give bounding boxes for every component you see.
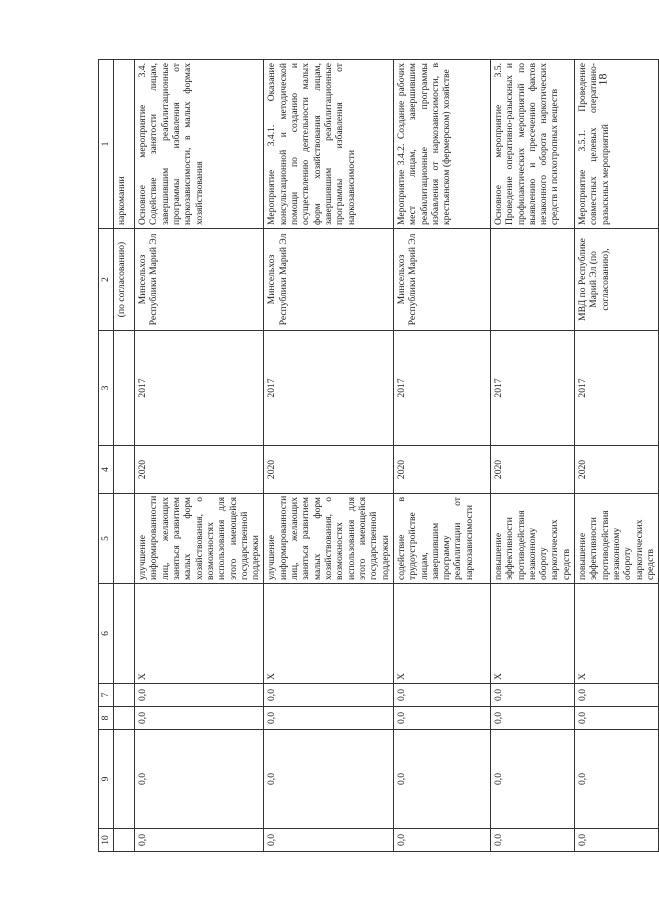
program-table <box>98 59 659 852</box>
cell-activity: Основное мероприятие 3.5. Проведение оперативно-разыскных и профилактических мероприятий по выявлению и пресечению фактов незаконного оборота наркотических средств и психотропных веществ <box>490 60 574 229</box>
cell-col8: 0,0 <box>135 707 264 730</box>
cell-executor <box>490 229 574 331</box>
cell-result: улучшение информированности лиц, желающих заняться развитием малых форм хозяйствования, о возможностях использования для этого имеющейся государственной поддержки <box>135 494 264 584</box>
cell-col8: 0,0 <box>264 707 393 730</box>
cell-col3 <box>114 331 135 446</box>
cell-col7: 0,0 <box>393 684 490 707</box>
cell-col8: 0,0 <box>393 707 490 730</box>
table-row <box>575 60 659 852</box>
cell-col10: 0,0 <box>135 829 264 852</box>
table-row <box>490 60 574 852</box>
cell-activity: Мероприятие 3.4.2. Создание рабочих мест лицам, завершившим реабилитационные программы избавления от наркозависимости, в крестьянском (фермерском) хозяйстве <box>393 60 490 229</box>
cell-col9: 0,0 <box>393 730 490 829</box>
cell-end-year: 2020 <box>135 446 264 494</box>
table-row <box>264 60 393 852</box>
cell-col6 <box>114 584 135 684</box>
cell-col10: 0,0 <box>393 829 490 852</box>
cell-col9: 0,0 <box>264 730 393 829</box>
cell-end-year: 2020 <box>393 446 490 494</box>
cell-end-year: 2020 <box>575 446 659 494</box>
cell-col10: 0,0 <box>575 829 659 852</box>
cell-col4 <box>114 446 135 494</box>
table-row <box>114 60 135 852</box>
col-4-header: 4 <box>99 446 114 494</box>
cell-activity: наркомании <box>114 60 135 229</box>
cell-col6: X <box>135 584 264 684</box>
cell-col6: X <box>393 584 490 684</box>
col-1-header: 1 <box>99 60 114 229</box>
cell-start-year: 2017 <box>135 331 264 446</box>
cell-result: повышение эффективности противодействия незаконному обороту наркотических средств <box>575 494 659 584</box>
cell-col7: 0,0 <box>135 684 264 707</box>
cell-col6: X <box>575 584 659 684</box>
col-9-header: 9 <box>99 730 114 829</box>
cell-col8 <box>114 707 135 730</box>
cell-col9: 0,0 <box>135 730 264 829</box>
cell-end-year: 2020 <box>264 446 393 494</box>
cell-activity: Мероприятие 3.5.1. Проведение совместных целевых оперативно-разыскных мероприятий <box>575 60 659 229</box>
cell-col8: 0,0 <box>490 707 574 730</box>
cell-col9 <box>114 730 135 829</box>
cell-col10 <box>114 829 135 852</box>
page-number: 18 <box>595 73 610 86</box>
cell-col9: 0,0 <box>575 730 659 829</box>
col-8-header: 8 <box>99 707 114 730</box>
cell-result: повышение эффективности противодействия незаконному обороту наркотических средств <box>490 494 574 584</box>
table-row <box>393 60 490 852</box>
cell-start-year: 2017 <box>575 331 659 446</box>
header-row <box>99 60 114 852</box>
cell-executor: (по согласованию) <box>114 229 135 331</box>
cell-result: улучшение информированности лиц, желающих заняться развитием малых форм хозяйствования, о возможностях использования для этого имеющейся государственной поддержки <box>264 494 393 584</box>
rotated-page <box>98 60 656 852</box>
cell-executor: Минсельхоз Республики Марий Эл <box>393 229 490 331</box>
table-row <box>135 60 264 852</box>
cell-executor: Минсельхоз Республики Марий Эл <box>135 229 264 331</box>
cell-col6: X <box>264 584 393 684</box>
cell-col9: 0,0 <box>490 730 574 829</box>
cell-executor: МВД по Республике Марий Эл (по согласованию), <box>575 229 659 331</box>
cell-col10: 0,0 <box>264 829 393 852</box>
cell-col10: 0,0 <box>490 829 574 852</box>
cell-start-year: 2017 <box>393 331 490 446</box>
cell-col7 <box>114 684 135 707</box>
col-10-header: 10 <box>99 829 114 852</box>
cell-end-year: 2020 <box>490 446 574 494</box>
col-5-header: 5 <box>99 494 114 584</box>
cell-col8: 0,0 <box>575 707 659 730</box>
cell-activity: Мероприятие 3.4.1. Оказание консультационной и методической помощи по созданию и осуществлению деятельности малых форм хозяйствования лицам, завершившим реабилитационные программы избавления от наркозависимости <box>264 60 393 229</box>
col-6-header: 6 <box>99 584 114 684</box>
cell-start-year: 2017 <box>264 331 393 446</box>
cell-col5 <box>114 494 135 584</box>
col-3-header: 3 <box>99 331 114 446</box>
cell-col7: 0,0 <box>575 684 659 707</box>
cell-col6: X <box>490 584 574 684</box>
cell-result: содействие в трудоустройстве лицам, завершившим программу реабилитации от наркозависимости <box>393 494 490 584</box>
cell-col7: 0,0 <box>490 684 574 707</box>
cell-col7: 0,0 <box>264 684 393 707</box>
cell-executor: Минсельхоз Республики Марий Эл <box>264 229 393 331</box>
col-7-header: 7 <box>99 684 114 707</box>
col-2-header: 2 <box>99 229 114 331</box>
cell-activity: Основное мероприятие 3.4. Содействие занятости лицам, завершившим реабилитационные программы избавления от наркозависимости, в малых формах хозяйствования <box>135 60 264 229</box>
cell-start-year: 2017 <box>490 331 574 446</box>
